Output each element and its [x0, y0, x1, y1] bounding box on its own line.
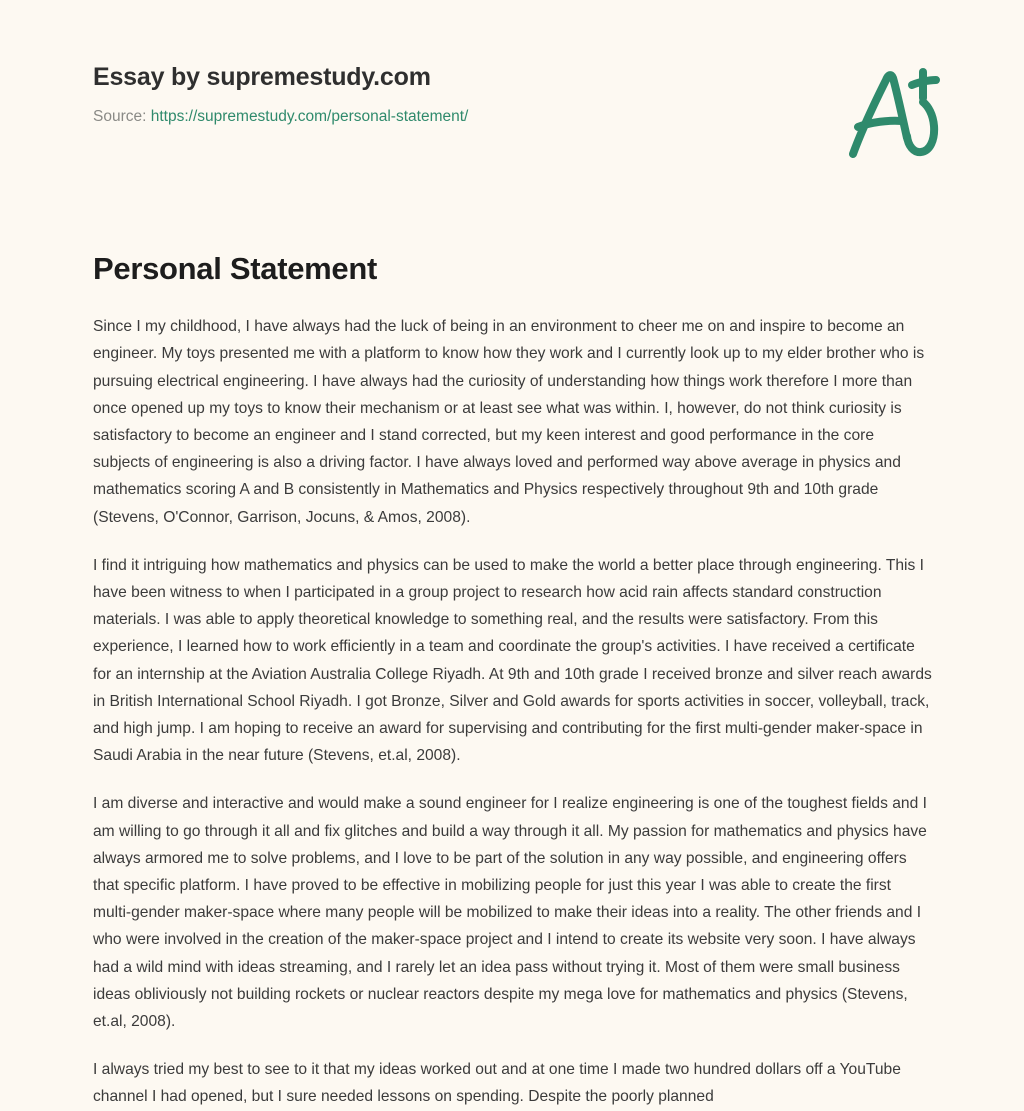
source-label: Source: [93, 108, 147, 125]
page-header [93, 0, 931, 125]
source-url-link[interactable]: https://supremestudy.com/personal-statement/ [150, 108, 469, 125]
a-plus-logo [831, 58, 951, 168]
essay-paragraph: I always tried my best to see to it that my ideas worked out and at one time I made two hundred dollars off a YouTube channel I had opened, but I sure needed lessons on spending. Despite the poorly planned [93, 1061, 901, 1106]
page-title: Personal Statement [93, 251, 378, 286]
essay-paragraph: Since I my childhood, I have always had the luck of being in an environment to cheer me on and inspire to become an engineer. My toys presented me with a platform to know how they work and I currently look up to my elder brother who is pursuing electrical engineering. I have always had the curiosity of understanding how things work therefore I more than once opened up my toys to know their mechanism or at least see what was within. I, however, do not think curiosity is satisfactory to become an engineer and I stand corrected, but my keen interest and good performance in the core subjects of engineering is also a driving factor. I have always loved and performed way above average in physics and mathematics scoring A and B consistently in Mathematics and Physics respectively throughout 9th and 10th grade (Stevens, O'Connor, Garrison, Jocuns, & Amos, 2008). [93, 318, 925, 526]
essay-paragraph: I am diverse and interactive and would make a sound engineer for I realize engineering is one of the toughest fields and I am willing to go through it all and fix glitches and build a way through it all. My passion for mathematics and physics have always armored me to solve problems, and I love to be part of the solution in any way possible, and engineering offers that specific platform. I have proved to be effective in mobilizing people for just this year I was able to create the first multi-gender maker-space where many people will be mobilized to make their ideas into a reality. The other friends and I who were involved in the creation of the maker-space project and I intend to create its website very soon. I have always had a wild mind with ideas streaming, and I rarely let an idea pass without trying it. Most of them were small business ideas obliviously not building rockets or nuclear reactors despite my mega love for mathematics and physics (Stevens, et.al, 2008). [93, 795, 927, 1031]
essay-body [93, 313, 933, 1110]
brand-title: Essay by supremestudy.com [93, 63, 431, 91]
essay-paragraph: I find it intriguing how mathematics and physics can be used to make the world a better place through engineering. This I have been witness to when I participated in a group project to research how acid rain affects standard construction materials. I was able to apply theoretical knowledge to something real, and the results were satisfactory. From this experience, I learned how to work efficiently in a team and coordinate the group's activities. I have received a certificate for an internship at the Aviation Australia College Riyadh. At 9th and 10th grade I received bronze and silver reach awards in British International School Riyadh. I got Bronze, Silver and Gold awards for sports activities in soccer, volleyball, track, and high jump. I am hoping to receive an award for supervising and contributing for the first multi-gender maker-space in Saudi Arabia in the near future (Stevens, et.al, 2008). [93, 556, 932, 765]
source-line [93, 108, 931, 127]
